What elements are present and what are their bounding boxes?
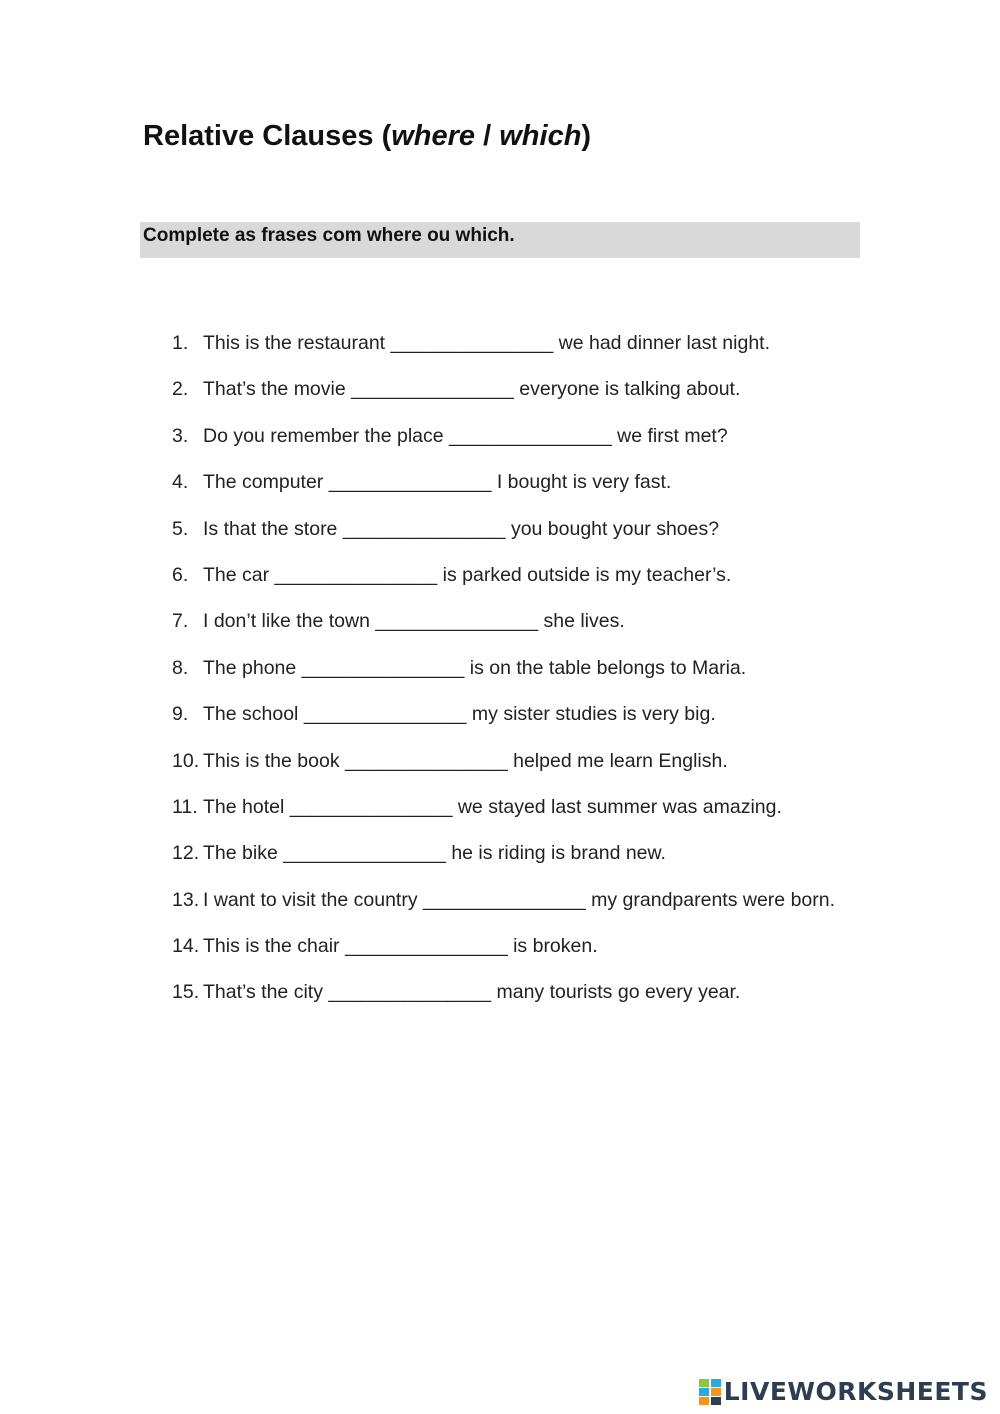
exercise-text-after: many tourists go every year.: [496, 981, 741, 1004]
answer-blank[interactable]: _______________: [328, 981, 492, 1004]
exercise-number: 8.: [172, 656, 189, 679]
exercise-text-before: Is that the store: [203, 517, 338, 540]
answer-blank[interactable]: _______________: [375, 610, 539, 633]
exercise-text-before: Do you remember the place: [203, 424, 444, 447]
title-prefix: Relative Clauses (: [143, 120, 392, 152]
exercise-list: [172, 329, 835, 1025]
answer-blank[interactable]: _______________: [390, 332, 554, 354]
exercise-number: 6.: [172, 563, 189, 586]
exercise-text-after: is on the table belongs to Maria.: [469, 656, 747, 679]
answer-blank[interactable]: _______________: [351, 378, 514, 401]
exercise-text-before: The bike: [203, 842, 278, 865]
exercise-item: [172, 932, 835, 978]
exercise-item: [172, 978, 835, 1024]
exercise-item: [172, 561, 835, 607]
exercise-text-before: The phone: [203, 656, 297, 679]
liveworksheets-logo-icon: [699, 1379, 721, 1405]
exercise-number: 10.: [172, 749, 200, 772]
exercise-number: 15.: [172, 981, 200, 1004]
exercise-text-after: he is riding is brand new.: [451, 842, 666, 865]
exercise-number: 9.: [172, 703, 189, 726]
answer-blank[interactable]: _______________: [342, 517, 506, 540]
exercise-text-before: The car: [203, 563, 270, 586]
exercise-text-after: everyone is talking about.: [519, 378, 741, 401]
answer-blank[interactable]: _______________: [344, 935, 508, 958]
answer-blank[interactable]: _______________: [289, 795, 453, 818]
watermark-text: LIVEWORKSHEETS: [723, 1377, 988, 1406]
exercise-text-after: we first met?: [617, 424, 728, 447]
exercise-text-after: I bought is very fast.: [496, 471, 672, 494]
exercise-text-after: is broken.: [513, 935, 598, 958]
exercise-text-after: we stayed last summer was amazing.: [457, 795, 782, 818]
exercise-number: 13.: [172, 888, 200, 911]
instruction-text: Complete as frases com where ou which.: [143, 225, 515, 246]
title-word-where: where: [391, 120, 476, 152]
exercise-text-after: my grandparents were born.: [591, 888, 836, 911]
exercise-number: 14.: [172, 935, 200, 958]
exercise-number: 5.: [172, 517, 189, 540]
exercise-number: 4.: [172, 471, 189, 494]
exercise-text-before: The hotel: [203, 795, 285, 818]
answer-blank[interactable]: _______________: [301, 656, 465, 679]
answer-blank[interactable]: _______________: [283, 842, 446, 865]
instruction-bar: [140, 222, 860, 258]
exercise-item: [172, 793, 835, 839]
exercise-text-after: is parked outside is my teacher’s.: [442, 563, 732, 586]
exercise-item: [172, 375, 835, 421]
exercise-text-after: you bought your shoes?: [510, 517, 720, 540]
exercise-text-before: I want to visit the country: [203, 888, 418, 911]
exercise-text-before: That’s the city: [203, 981, 323, 1004]
exercise-text-before: The computer: [203, 471, 324, 494]
exercise-text-before: The school: [203, 703, 299, 726]
exercise-item: [172, 515, 835, 561]
exercise-item: [172, 468, 835, 514]
page-title: [143, 118, 591, 154]
exercise-number: 11.: [172, 795, 198, 818]
answer-blank[interactable]: _______________: [274, 563, 438, 586]
answer-blank[interactable]: _______________: [449, 424, 612, 447]
exercise-item: [172, 839, 835, 885]
exercise-number: 1.: [172, 332, 189, 354]
title-word-which: which: [499, 120, 582, 152]
exercise-item: [172, 654, 835, 700]
answer-blank[interactable]: _______________: [328, 471, 492, 494]
exercise-text-before: This is the book: [203, 749, 340, 772]
exercise-text-before: That’s the movie: [203, 378, 346, 401]
exercise-text-after: my sister studies is very big.: [471, 703, 716, 726]
exercise-text-before: I don’t like the town: [203, 610, 370, 633]
liveworksheets-watermark: [699, 1377, 988, 1406]
answer-blank[interactable]: _______________: [345, 749, 508, 772]
answer-blank[interactable]: _______________: [423, 888, 586, 911]
title-separator: /: [475, 120, 500, 152]
exercise-item: [172, 607, 835, 653]
exercise-item: [172, 886, 835, 932]
exercise-text-after: she lives.: [543, 610, 625, 633]
exercise-number: 3.: [172, 424, 189, 447]
exercise-text-after: we had dinner last night.: [558, 332, 771, 354]
exercise-item: [172, 700, 835, 746]
exercise-number: 7.: [172, 610, 189, 633]
exercise-item: [172, 422, 835, 468]
exercise-text-before: This is the restaurant: [203, 332, 386, 354]
exercise-number: 12.: [172, 842, 200, 865]
exercise-number: 2.: [172, 378, 189, 401]
exercise-item: [172, 747, 835, 793]
exercise-item: [172, 329, 835, 375]
exercise-text-before: This is the chair: [203, 935, 340, 958]
answer-blank[interactable]: _______________: [303, 703, 467, 726]
exercise-text-after: helped me learn English.: [513, 749, 728, 772]
title-suffix: ): [581, 120, 592, 152]
